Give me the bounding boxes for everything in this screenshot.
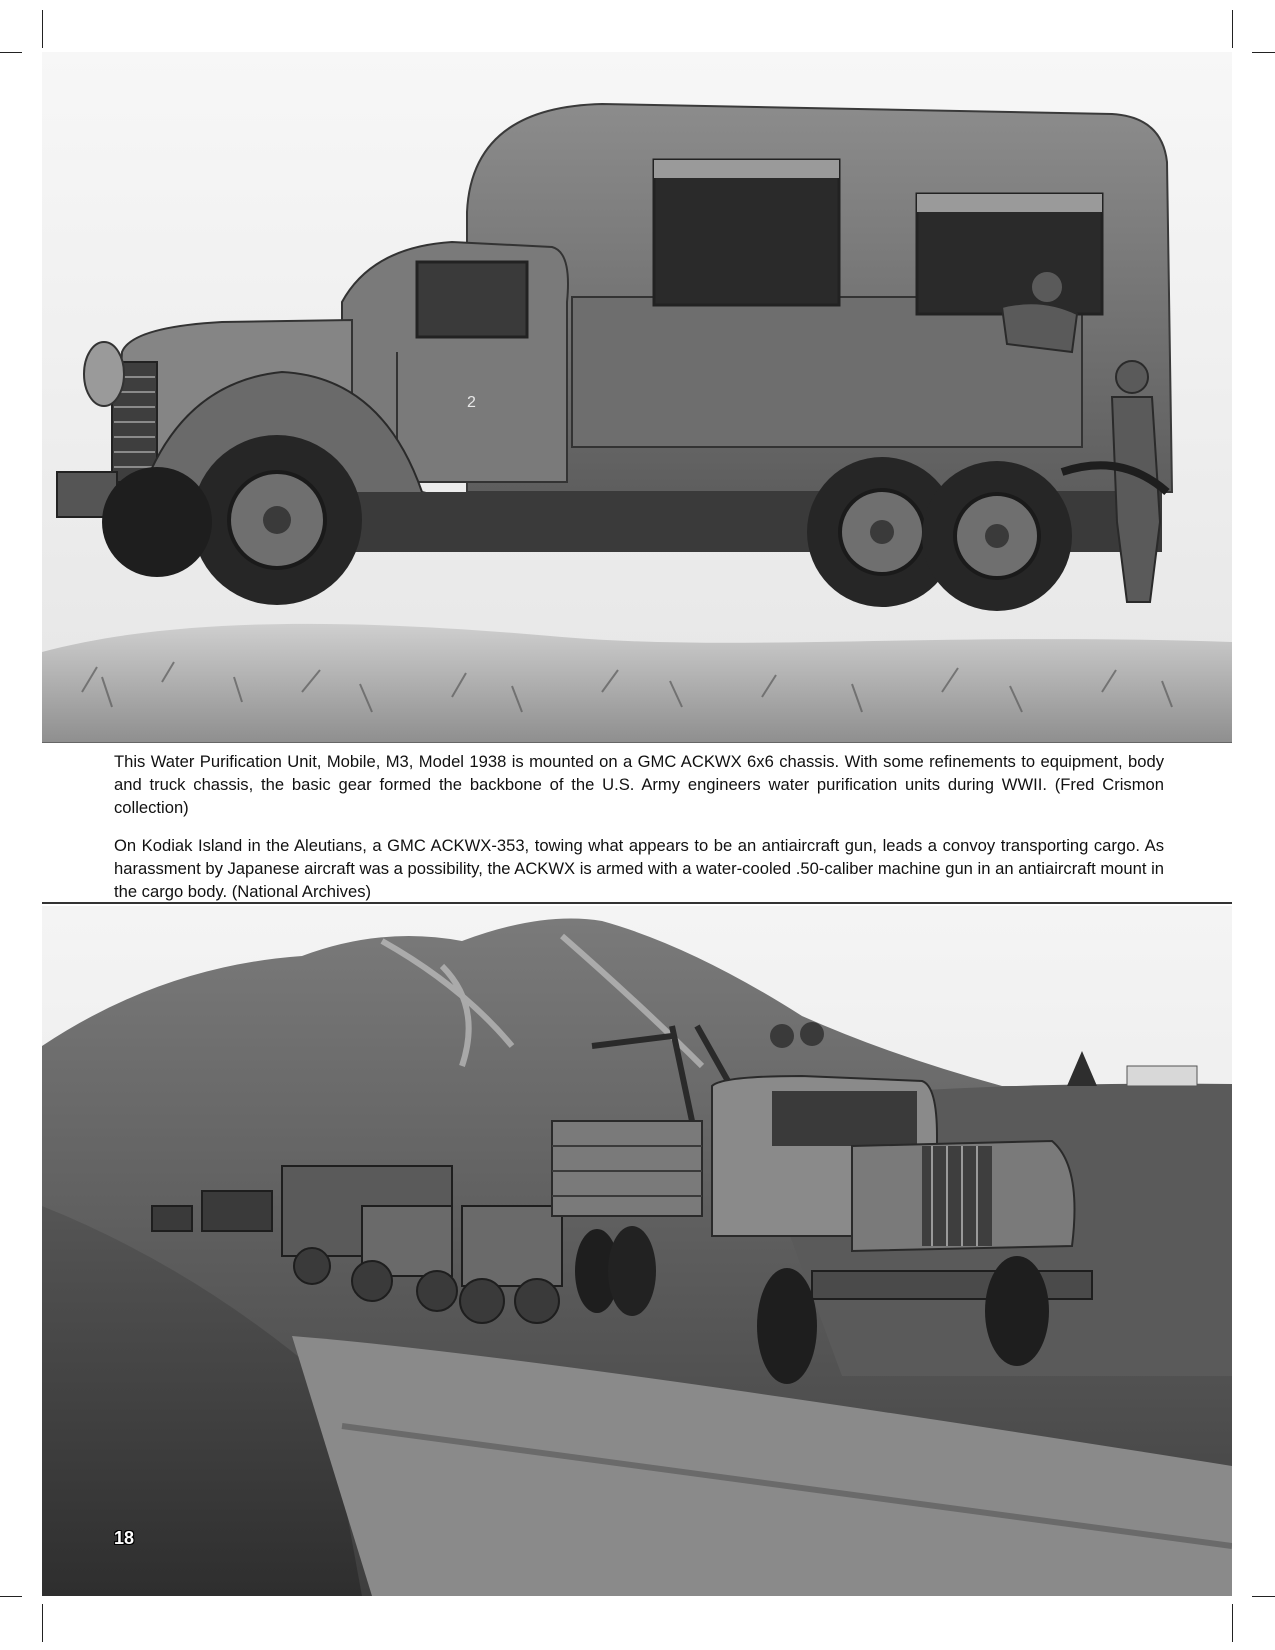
caption-water-purification-unit: This Water Purification Unit, Mobile, M3, Model 1938 is mounted on a GMC ACKWX 6x6 chassis. With some refinements to equipment, body and truck chassis, the basic gear formed the backbone of the U.S. Army engineers water purification units during WWII. (Fred Crismon collection) [114,752,1164,817]
page-number: 18 [114,1528,135,1548]
crop-mark-bottom-right [1232,1604,1233,1642]
crop-mark-bottom-left-h [0,1596,22,1597]
crop-mark-top-left [42,10,43,48]
caption-kodiak-convoy: On Kodiak Island in the Aleutians, a GMC ACKWX-353, towing what appears to be an antiaircraft gun, leads a convoy transporting cargo. As harassment by Japanese aircraft was a possibility, the ACKWX is armed with a water-cooled .50-caliber machine gun in an antiaircraft mount in the cargo body. (National Archives) [114,836,1164,901]
crop-mark-top-right [1232,10,1233,48]
section-divider [42,902,1232,904]
photo-kodiak-convoy [42,906,1232,1596]
door-number: 2 [467,394,476,411]
crop-mark-bottom-left [42,1604,43,1642]
crop-mark-top-right-h [1252,52,1275,53]
crop-mark-top-left-h [0,52,22,53]
photo-water-purification-truck [42,52,1232,743]
crop-mark-bottom-right-h [1252,1596,1275,1597]
